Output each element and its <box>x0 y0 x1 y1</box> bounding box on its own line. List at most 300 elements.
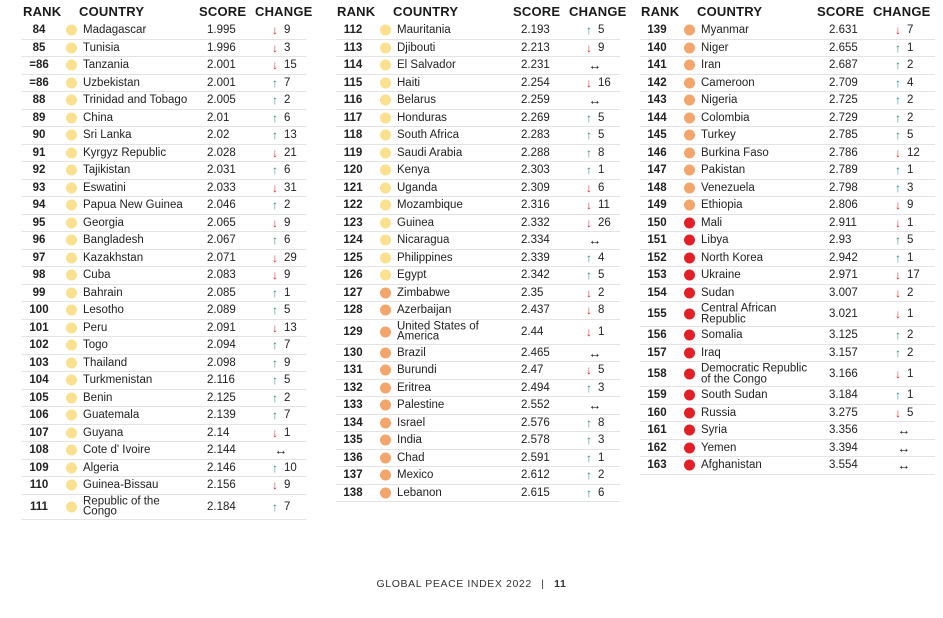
column-header <box>22 0 313 22</box>
rank-change <box>583 41 604 55</box>
rank-value: 145 <box>647 129 667 142</box>
score-value: 2.005 <box>207 94 236 107</box>
rank-change <box>583 286 604 300</box>
score-value: 2.283 <box>521 129 550 142</box>
arrow-down-icon: ↓ <box>272 250 278 265</box>
peace-level-dot-icon <box>684 407 695 418</box>
change-amount: 9 <box>284 24 291 37</box>
rank-change <box>892 41 913 55</box>
arrow-up-icon: ↑ <box>586 23 592 38</box>
change-amount: 21 <box>284 146 297 159</box>
rank-value: 153 <box>647 269 667 282</box>
arrow-up-icon: ↑ <box>895 75 901 90</box>
change-amount: 9 <box>284 356 291 369</box>
score-value: 2.303 <box>521 164 550 177</box>
rank-change <box>892 146 920 160</box>
ranking-rows <box>336 22 620 502</box>
rank-change <box>892 93 913 107</box>
arrow-left-right-icon: ↔ <box>588 397 602 413</box>
peace-level-dot-icon <box>66 60 77 71</box>
country-name: Haiti <box>397 76 421 89</box>
change-amount: 6 <box>598 486 605 499</box>
country-name: El Salvador <box>397 59 456 71</box>
peace-level-dot-icon <box>66 462 77 473</box>
rank-header: RANK <box>641 4 680 19</box>
country-name: Mozambique <box>397 199 463 211</box>
rank-value: 116 <box>343 94 363 107</box>
rank-change <box>892 216 913 230</box>
rank-change <box>269 41 290 55</box>
table-row <box>22 355 306 373</box>
peace-level-dot-icon <box>380 435 391 446</box>
score-value: 2.785 <box>829 129 858 142</box>
rank-change <box>269 216 290 230</box>
arrow-up-icon: ↑ <box>586 268 592 283</box>
change-amount: 2 <box>907 94 914 107</box>
arrow-down-icon: ↓ <box>586 363 592 378</box>
peace-level-dot-icon <box>66 130 77 141</box>
rank-value: 149 <box>647 199 667 212</box>
change-header: CHANGE <box>873 4 931 19</box>
table-row <box>22 22 306 40</box>
rank-value: 90 <box>32 129 46 142</box>
score-value: 2.578 <box>521 434 550 447</box>
table-row <box>22 40 306 58</box>
table-row <box>640 250 935 268</box>
change-amount: 7 <box>907 24 914 37</box>
arrow-up-icon: ↑ <box>272 408 278 423</box>
arrow-down-icon: ↓ <box>895 145 901 160</box>
country-header: COUNTRY <box>393 4 459 19</box>
peace-level-dot-icon <box>66 480 77 491</box>
peace-level-dot-icon <box>684 147 695 158</box>
peace-level-dot-icon <box>684 60 695 71</box>
rank-change <box>269 426 290 440</box>
score-value: 2.094 <box>207 339 236 352</box>
rank-change <box>583 398 607 413</box>
rank-value: 148 <box>647 181 667 194</box>
peace-level-dot-icon <box>684 165 695 176</box>
country-name: Iran <box>701 59 721 71</box>
rank-change <box>269 268 290 282</box>
rank-value: 146 <box>647 146 667 159</box>
arrow-left-right-icon: ↔ <box>588 92 602 108</box>
rank-change <box>269 478 290 492</box>
rank-value: 93 <box>32 181 46 194</box>
change-amount: 9 <box>284 216 291 229</box>
score-value: 3.007 <box>829 286 858 299</box>
country-name: Belarus <box>397 94 436 106</box>
change-amount: 2 <box>907 346 914 359</box>
arrow-down-icon: ↓ <box>586 285 592 300</box>
rank-value: 131 <box>343 364 363 377</box>
rank-change <box>583 433 604 447</box>
peace-level-dot-icon <box>380 165 391 176</box>
country-name: Burundi <box>397 364 437 376</box>
country-name: Yemen <box>701 441 737 454</box>
score-value: 2.316 <box>521 199 550 212</box>
table-row <box>640 180 935 198</box>
change-amount: 15 <box>284 59 297 72</box>
table-row <box>336 57 620 75</box>
arrow-up-icon: ↑ <box>586 110 592 125</box>
rank-change <box>269 356 290 370</box>
score-value: 2.098 <box>207 356 236 369</box>
table-row <box>640 362 935 387</box>
arrow-down-icon: ↓ <box>272 40 278 55</box>
rank-value: 104 <box>29 374 49 387</box>
score-header: SCORE <box>817 4 865 19</box>
table-row <box>22 390 306 408</box>
country-name: Eswatini <box>83 181 126 194</box>
rank-change <box>892 251 913 265</box>
score-value: 3.275 <box>829 406 858 419</box>
column-header <box>640 0 935 22</box>
score-value: 2.729 <box>829 111 858 124</box>
rank-header: RANK <box>23 4 62 19</box>
change-amount: 17 <box>907 269 920 282</box>
score-value: 2.494 <box>521 381 550 394</box>
table-row <box>336 250 620 268</box>
table-row <box>640 422 935 440</box>
rank-change <box>269 23 290 37</box>
country-name: Djibouti <box>397 41 436 54</box>
rank-change <box>269 146 297 160</box>
score-value: 2.001 <box>207 59 236 72</box>
rank-value: 85 <box>32 41 46 54</box>
change-amount: 5 <box>907 406 914 419</box>
rank-change <box>892 458 916 473</box>
rank-change <box>583 303 604 317</box>
rank-change <box>269 251 297 265</box>
score-value: 1.996 <box>207 41 236 54</box>
score-value: 2.655 <box>829 41 858 54</box>
country-name: Somalia <box>701 329 743 341</box>
arrow-up-icon: ↑ <box>895 250 901 265</box>
change-amount: 5 <box>284 374 291 387</box>
ranking-rows <box>22 22 306 520</box>
table-row <box>22 127 306 145</box>
peace-level-dot-icon <box>66 270 77 281</box>
arrow-down-icon: ↓ <box>586 198 592 213</box>
change-amount: 1 <box>598 164 605 177</box>
peace-level-dot-icon <box>380 25 391 36</box>
rank-value: 128 <box>343 304 363 317</box>
arrow-up-icon: ↑ <box>895 93 901 108</box>
rank-value: 111 <box>30 500 48 513</box>
score-value: 2.971 <box>829 269 858 282</box>
table-row <box>22 215 306 233</box>
country-name: Democratic Republic of the Congo <box>701 362 808 385</box>
country-name: Lesotho <box>83 304 124 316</box>
country-name: Syria <box>701 424 728 436</box>
arrow-up-icon: ↑ <box>586 128 592 143</box>
peace-level-dot-icon <box>684 309 695 320</box>
change-amount: 29 <box>284 251 297 264</box>
rank-value: 139 <box>647 24 667 37</box>
score-value: 2.231 <box>521 59 550 72</box>
table-row <box>336 467 620 485</box>
country-name: Thailand <box>83 356 128 369</box>
arrow-left-right-icon: ↔ <box>897 422 911 438</box>
table-row <box>336 450 620 468</box>
rank-value: 120 <box>343 164 363 177</box>
rank-change <box>269 111 290 125</box>
arrow-up-icon: ↑ <box>272 285 278 300</box>
table-row <box>22 267 306 285</box>
rank-change <box>583 381 604 395</box>
rank-change <box>583 363 604 377</box>
rank-value: 135 <box>343 434 363 447</box>
rank-change <box>892 423 916 438</box>
score-value: 3.184 <box>829 389 858 402</box>
peace-level-dot-icon <box>684 112 695 123</box>
arrow-down-icon: ↓ <box>586 75 592 90</box>
score-value: 1.995 <box>207 24 236 37</box>
table-row <box>336 432 620 450</box>
change-amount: 7 <box>284 409 291 422</box>
score-value: 2.071 <box>207 251 236 264</box>
score-value: 2.47 <box>521 364 544 377</box>
country-name: Afghanistan <box>701 459 762 471</box>
score-value: 2.259 <box>521 94 550 107</box>
rank-value: 95 <box>32 216 46 229</box>
country-name: Benin <box>83 391 113 404</box>
rank-value: 162 <box>647 441 667 454</box>
country-name: Tunisia <box>83 41 120 54</box>
score-value: 2.14 <box>207 426 230 439</box>
arrow-up-icon: ↑ <box>895 328 901 343</box>
change-amount: 8 <box>598 146 605 159</box>
country-name: Colombia <box>701 111 750 124</box>
arrow-down-icon: ↓ <box>272 425 278 440</box>
page-footer <box>0 578 943 590</box>
peace-level-dot-icon <box>380 365 391 376</box>
score-value: 2.125 <box>207 391 236 404</box>
peace-level-dot-icon <box>380 470 391 481</box>
peace-level-dot-icon <box>684 182 695 193</box>
change-amount: 6 <box>284 164 291 177</box>
country-name: Honduras <box>397 111 447 124</box>
rank-change <box>269 461 297 475</box>
country-name: Uganda <box>397 181 438 194</box>
country-name: Georgia <box>83 216 124 229</box>
table-row <box>640 302 935 327</box>
table-row <box>22 162 306 180</box>
score-value: 2.93 <box>829 234 852 247</box>
rank-change <box>583 181 604 195</box>
peace-level-dot-icon <box>380 217 391 228</box>
peace-level-dot-icon <box>380 452 391 463</box>
rank-value: 113 <box>343 41 363 54</box>
country-name: Guinea-Bissau <box>83 479 159 491</box>
rank-change <box>892 328 913 342</box>
table-row <box>22 320 306 338</box>
score-value: 2.031 <box>207 164 236 177</box>
rank-change <box>269 408 290 422</box>
change-amount: 5 <box>598 24 605 37</box>
arrow-down-icon: ↓ <box>586 324 592 339</box>
score-value: 2.089 <box>207 304 236 317</box>
change-amount: 8 <box>598 304 605 317</box>
arrow-left-right-icon: ↔ <box>897 457 911 473</box>
country-name: Cameroon <box>701 76 755 89</box>
rank-change <box>583 486 604 500</box>
table-row <box>336 345 620 363</box>
rank-change <box>269 163 290 177</box>
score-header: SCORE <box>513 4 561 19</box>
country-name: Lebanon <box>397 486 442 499</box>
country-name: China <box>83 111 114 124</box>
change-amount: 1 <box>907 41 914 54</box>
score-value: 2.615 <box>521 486 550 499</box>
country-name: North Korea <box>701 251 764 264</box>
table-row <box>336 215 620 233</box>
rank-change <box>269 391 290 405</box>
rank-value: 115 <box>343 76 363 89</box>
arrow-up-icon: ↑ <box>895 40 901 55</box>
table-row <box>336 302 620 320</box>
ranking-column-2 <box>336 0 627 502</box>
score-value: 2.332 <box>521 216 550 229</box>
rank-change <box>892 23 913 37</box>
table-row <box>640 127 935 145</box>
rank-change <box>583 325 604 339</box>
peace-level-dot-icon <box>380 130 391 141</box>
peace-level-dot-icon <box>684 42 695 53</box>
rank-change <box>892 286 913 300</box>
table-row <box>640 92 935 110</box>
rank-change <box>892 181 913 195</box>
rank-change <box>269 198 290 212</box>
rank-change <box>583 468 604 482</box>
table-row <box>640 267 935 285</box>
table-row <box>22 372 306 390</box>
score-value: 2.288 <box>521 146 550 159</box>
peace-level-dot-icon <box>66 235 77 246</box>
score-value: 2.687 <box>829 59 858 72</box>
score-value: 2.091 <box>207 321 236 334</box>
rank-value: 122 <box>343 199 363 212</box>
rank-change <box>269 443 293 458</box>
rank-change <box>269 338 290 352</box>
rank-value: 151 <box>647 234 667 247</box>
arrow-down-icon: ↓ <box>586 40 592 55</box>
change-header: CHANGE <box>255 4 313 19</box>
arrow-left-right-icon: ↔ <box>897 440 911 456</box>
arrow-up-icon: ↑ <box>586 433 592 448</box>
change-amount: 6 <box>284 234 291 247</box>
rank-value: 118 <box>343 129 363 142</box>
change-amount: 6 <box>284 111 291 124</box>
change-amount: 13 <box>284 321 297 334</box>
country-name: Iraq <box>701 346 721 359</box>
score-value: 2.213 <box>521 41 550 54</box>
table-row <box>22 57 306 75</box>
peace-level-dot-icon <box>66 392 77 403</box>
peace-level-dot-icon <box>380 287 391 298</box>
score-value: 2.631 <box>829 24 858 37</box>
peace-level-dot-icon <box>684 330 695 341</box>
rank-value: 138 <box>343 486 363 499</box>
score-value: 2.269 <box>521 111 550 124</box>
rank-value: 97 <box>32 251 46 264</box>
footer-title: GLOBAL PEACE INDEX 2022 <box>376 578 532 590</box>
country-name: Tanzania <box>83 59 130 71</box>
peace-level-dot-icon <box>380 400 391 411</box>
score-value: 2.334 <box>521 234 550 247</box>
rank-value: 117 <box>343 111 363 124</box>
peace-level-dot-icon <box>380 112 391 123</box>
peace-level-dot-icon <box>380 252 391 263</box>
score-value: 2.789 <box>829 164 858 177</box>
table-row <box>336 162 620 180</box>
change-amount: 2 <box>284 391 291 404</box>
change-amount: 2 <box>907 329 914 342</box>
peace-level-dot-icon <box>684 390 695 401</box>
rank-change <box>583 163 604 177</box>
table-row <box>640 57 935 75</box>
footer-separator: | <box>541 578 545 590</box>
country-name: South Africa <box>397 129 460 141</box>
rank-value: 114 <box>343 59 363 72</box>
rank-value: 155 <box>647 308 667 320</box>
score-value: 2.083 <box>207 269 236 282</box>
score-value: 2.01 <box>207 111 230 124</box>
change-amount: 10 <box>284 461 297 474</box>
change-header: CHANGE <box>569 4 627 19</box>
peace-level-dot-icon <box>380 147 391 158</box>
score-value: 2.911 <box>829 216 857 229</box>
change-amount: 7 <box>284 76 291 89</box>
peace-level-dot-icon <box>684 95 695 106</box>
table-row <box>640 387 935 405</box>
change-amount: 16 <box>598 76 611 89</box>
rank-value: 150 <box>647 216 667 229</box>
rank-change <box>583 76 611 90</box>
rank-change <box>269 58 297 72</box>
country-name: Kazakhstan <box>83 251 144 264</box>
arrow-down-icon: ↓ <box>895 23 901 38</box>
table-row <box>336 285 620 303</box>
ranking-column-1 <box>22 0 313 520</box>
arrow-up-icon: ↑ <box>272 460 278 475</box>
table-row <box>640 232 935 250</box>
peace-level-dot-icon <box>66 95 77 106</box>
peace-level-dot-icon <box>66 182 77 193</box>
peace-level-dot-icon <box>684 460 695 471</box>
rank-value: 160 <box>647 406 667 419</box>
arrow-up-icon: ↑ <box>272 338 278 353</box>
change-amount: 2 <box>598 286 605 299</box>
change-amount: 3 <box>598 434 605 447</box>
peace-level-dot-icon <box>380 200 391 211</box>
table-row <box>22 285 306 303</box>
arrow-down-icon: ↓ <box>272 180 278 195</box>
rank-value: 123 <box>343 216 363 229</box>
country-name: Mauritania <box>397 24 451 36</box>
table-row <box>336 362 620 380</box>
rank-value: 89 <box>32 111 46 124</box>
arrow-down-icon: ↓ <box>272 215 278 230</box>
peace-level-dot-icon <box>380 305 391 316</box>
rank-change <box>892 388 913 402</box>
rank-change <box>269 181 297 195</box>
score-value: 2.806 <box>829 199 858 212</box>
peace-level-dot-icon <box>684 77 695 88</box>
country-name: Central African Republic <box>701 302 777 325</box>
rank-value: 157 <box>647 346 667 359</box>
